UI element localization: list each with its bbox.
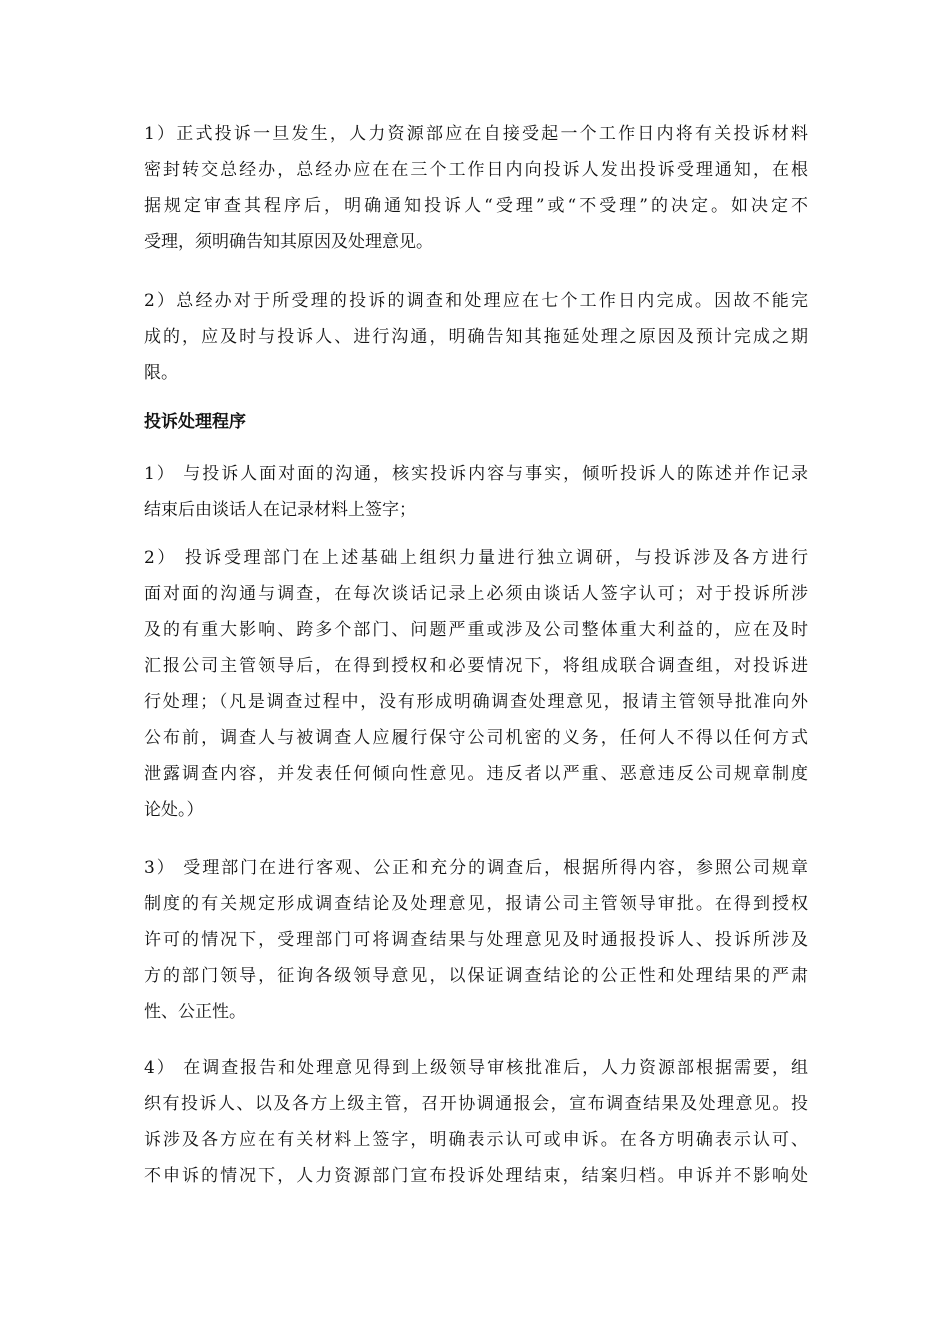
procedure-line: 及的有重大影响、跨多个部门、问题严重或涉及公司整体重大利益的，应在及时 xyxy=(144,620,808,640)
procedure-line: 2） 投诉受理部门在上述基础上组织力量进行独立调研，与投诉涉及各方进行 xyxy=(144,548,808,568)
procedure-line: 行处理；（凡是调查过程中，没有形成明确调查处理意见，报请主管领导批准向外 xyxy=(144,692,808,712)
paragraph-2 xyxy=(144,283,808,391)
procedure-line: 4） 在调查报告和处理意见得到上级领导审核批准后，人力资源部根据需要，组 xyxy=(144,1058,808,1078)
procedure-line: 织有投诉人、以及各方上级主管，召开协调通报会，宣布调查结果及处理意见。投 xyxy=(144,1094,808,1114)
procedure-line: 制度的有关规定形成调查结论及处理意见，报请公司主管领导审批。在得到授权 xyxy=(144,894,808,914)
paragraph-line: 据规定审查其程序后，明确通知投诉人“受理”或“不受理”的决定。如决定不 xyxy=(144,196,808,216)
paragraph-line: 2）总经办对于所受理的投诉的调查和处理应在七个工作日内完成。因故不能完 xyxy=(144,291,808,311)
section-heading: 投诉处理程序 xyxy=(144,412,246,432)
procedure-line: 性、公正性。 xyxy=(144,1002,246,1022)
paragraph-line: 1）正式投诉一旦发生，人力资源部应在自接受起一个工作日内将有关投诉材料 xyxy=(144,124,808,144)
procedure-line: 公布前，调查人与被调查人应履行保守公司机密的义务，任何人不得以任何方式 xyxy=(144,728,808,748)
procedure-step-4 xyxy=(144,1050,808,1194)
paragraph-line: 成的，应及时与投诉人、进行沟通，明确告知其拖延处理之原因及预计完成之期 xyxy=(144,327,808,347)
procedure-line: 1） 与投诉人面对面的沟通，核实投诉内容与事实，倾听投诉人的陈述并作记录 xyxy=(144,464,808,484)
procedure-line: 结束后由谈话人在记录材料上签字； xyxy=(144,500,416,520)
procedure-line: 不申诉的情况下，人力资源部门宣布投诉处理结束，结案归档。申诉并不影响处 xyxy=(144,1166,808,1186)
paragraph-line: 密封转交总经办，总经办应在在三个工作日内向投诉人发出投诉受理通知，在根 xyxy=(144,160,808,180)
paragraph-line: 限。 xyxy=(144,363,178,383)
procedure-line: 面对面的沟通与调查，在每次谈话记录上必须由谈话人签字认可；对于投诉所涉 xyxy=(144,584,808,604)
paragraph-1 xyxy=(144,116,808,260)
procedure-step-3 xyxy=(144,850,808,1030)
procedure-line: 许可的情况下，受理部门可将调查结果与处理意见及时通报投诉人、投诉所涉及 xyxy=(144,930,808,950)
procedure-step-2 xyxy=(144,540,808,828)
procedure-line: 方的部门领导，征询各级领导意见，以保证调查结论的公正性和处理结果的严肃 xyxy=(144,966,808,986)
procedure-line: 泄露调查内容，并发表任何倾向性意见。违反者以严重、恶意违反公司规章制度 xyxy=(144,764,808,784)
procedure-line: 诉涉及各方应在有关材料上签字，明确表示认可或申诉。在各方明确表示认可、 xyxy=(144,1130,808,1150)
paragraph-line: 受理，须明确告知其原因及处理意见。 xyxy=(144,232,433,252)
procedure-line: 3） 受理部门在进行客观、公正和充分的调查后，根据所得内容，参照公司规章 xyxy=(144,858,808,878)
procedure-step-1 xyxy=(144,456,808,528)
procedure-line: 汇报公司主管领导后，在得到授权和必要情况下，将组成联合调查组，对投诉进 xyxy=(144,656,808,676)
procedure-line: 论处。） xyxy=(144,800,204,820)
